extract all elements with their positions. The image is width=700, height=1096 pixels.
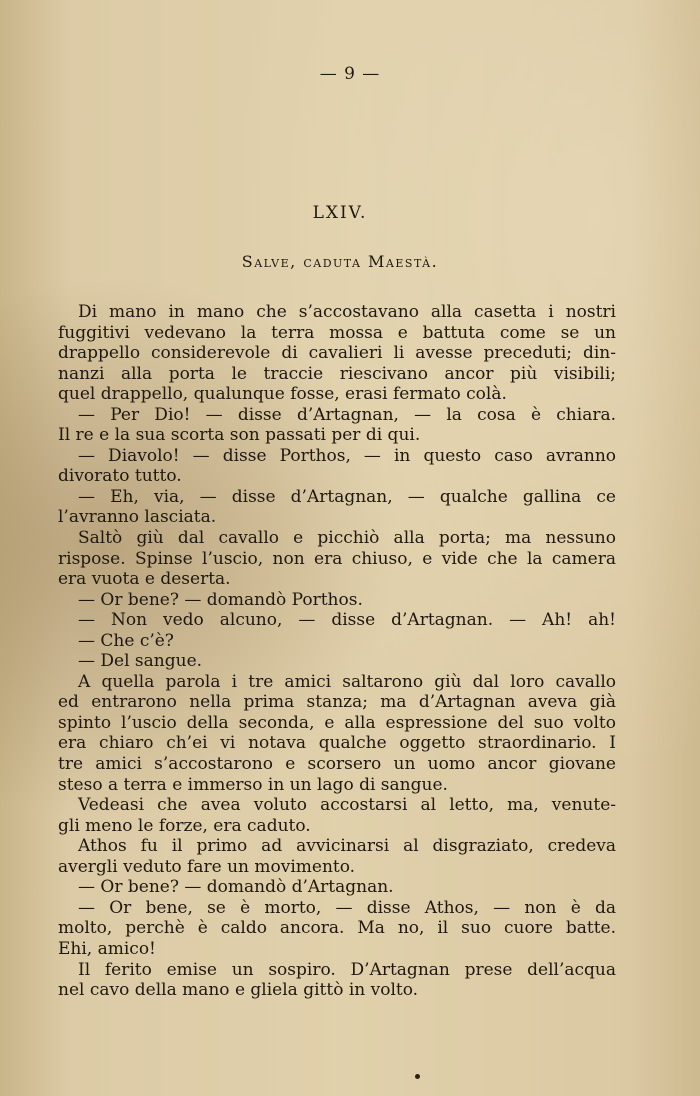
chapter-number: LXIV. [312,203,368,223]
ink-speck [415,1074,420,1079]
text-line: — Del sangue. [78,651,203,672]
text-line: Saltò giù dal cavallo e picchiò alla porta; ma nessuno [78,528,616,549]
text-line: fuggitivi vedevano la terra mossa e battuta come se un [58,322,616,343]
text-line: era vuota e deserta. [58,569,231,590]
text-line: ed entrarono nella prima stanza; ma d’Artagnan aveva già [58,692,616,713]
text-line: — Per Dio! — disse d’Artagnan, — la cosa è chiara. [78,404,616,425]
text-line: spinto l’uscio della seconda, e alla espressione del suo volto [58,712,616,733]
text-line: — Or bene, se è morto, — disse Athos, — non è da [78,897,616,918]
text-line: gli meno le forze, era caduto. [58,815,311,836]
text-line: — Che c’è? [78,630,174,651]
text-line: avergli veduto fare un movimento. [58,856,356,877]
text-line: — Or bene? — domandò d’Artagnan. [78,877,394,898]
text-line: tre amici s’accostarono e scorsero un uomo ancor giovane [58,754,616,775]
text-line: — Diavolo! — disse Porthos, — in questo caso avranno [78,445,616,466]
text-line: nel cavo della mano e gliela gittò in volto. [58,980,419,1001]
text-line: Il re e la sua scorta son passati per di qui. [58,425,421,446]
text-line: — Or bene? — domandò Porthos. [78,589,363,610]
text-line: steso a terra e immerso in un lago di sangue. [58,774,448,795]
chapter-title: Salve, caduta Maestà. [241,252,439,271]
text-line: nanzi alla porta le traccie riescivano ancor più visibili; [58,363,616,384]
text-line: — Non vedo alcuno, — disse d’Artagnan. — Ah! ah! [78,610,616,631]
text-line: l’avranno lasciata. [58,507,217,528]
text-line: A quella parola i tre amici saltarono giù dal loro cavallo [78,671,616,692]
text-line: rispose. Spinse l’uscio, non era chiuso, e vide che la camera [58,548,616,569]
text-line: Di mano in mano che s’accostavano alla casetta i nostri [78,302,616,322]
text-line: quel drappello, qualunque fosse, erasi fermato colà. [58,384,507,405]
body-text [58,302,616,1001]
text-line: Il ferito emise un sospiro. D’Artagnan prese dell’acqua [78,959,616,980]
text-line: drappello considerevole di cavalieri li avesse preceduti; din- [58,343,616,364]
text-line: molto, perchè è caldo ancora. Ma no, il suo cuore batte. [58,918,616,939]
text-line: Athos fu il primo ad avvicinarsi al disgraziato, credeva [78,836,616,857]
text-line: era chiaro ch’ei vi notava qualche oggetto straordinario. I [58,733,616,754]
text-line: Vedeasi che avea voluto accostarsi al letto, ma, venute- [78,795,616,816]
text-line: — Eh, via, — disse d’Artagnan, — qualche gallina ce [78,486,616,507]
text-line: divorato tutto. [58,466,182,487]
text-line: Ehi, amico! [58,938,156,959]
page-number: — 9 — [319,64,381,84]
